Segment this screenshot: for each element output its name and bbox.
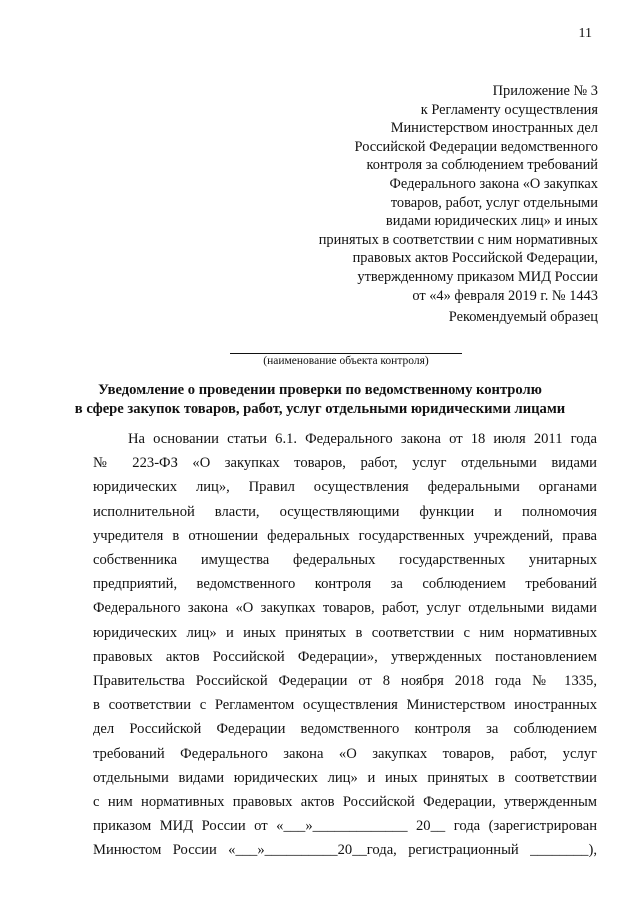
body-line: На основании статьи 6.1. Федерального закона от 18 июля 2011 года — [128, 431, 597, 447]
body-line: собственника имущества федеральных государственных унитарных — [93, 552, 597, 569]
body-line: приказом МИД России от «___»_____________ 20__ года (зарегистрирован — [93, 818, 597, 835]
appendix-line: товаров, работ, услуг отдельными — [390, 194, 598, 211]
notice-title — [40, 381, 600, 419]
body-line: юридических лиц» и иных принятых в соответствии с ним нормативных — [93, 624, 597, 641]
body-line: Минюстом России «___»__________20__года, регистрационный ________), — [93, 842, 597, 859]
body-line: № 223-ФЗ «О закупках товаров, работ, услуг отдельными видами — [93, 455, 597, 472]
body-line: исполнительной власти, осуществляющими функции и полномочия — [93, 503, 597, 520]
sample-label: Рекомендуемый образец — [448, 309, 598, 325]
body-line: Федерального закона «О закупках товаров, работ, услуг отдельными видами — [93, 600, 597, 617]
title-line: Уведомление о проведении проверки по ведомственному контролю — [98, 382, 542, 398]
appendix-line: Приложение № 3 — [492, 83, 598, 99]
object-name-underline — [230, 353, 462, 354]
body-line: дел Российской Федерации ведомственного контроля за соблюдением — [93, 721, 597, 738]
appendix-line: утвержденному приказом МИД России — [357, 268, 598, 285]
body-line: в соответствии с Регламентом осуществления Министерством иностранных — [93, 697, 597, 714]
body-line: учредителя в отношении федеральных государственных учреждений, права — [93, 527, 597, 544]
object-name-caption: (наименование объекта контроля) — [263, 355, 429, 367]
appendix-line: Российской Федерации ведомственного — [354, 138, 598, 155]
appendix-line: контроля за соблюдением требований — [366, 157, 598, 174]
appendix-line: к Регламенту осуществления — [420, 101, 598, 118]
appendix-reference-block — [319, 82, 598, 305]
title-line: в сфере закупок товаров, работ, услуг отдельными юридическими лицами — [74, 401, 566, 417]
body-line: с ним нормативных правовых актов Российской Федерации, утвержденным — [93, 794, 597, 811]
appendix-line: видами юридических лиц» и иных — [385, 213, 598, 230]
body-line: требований Федерального закона «О закупках товаров, работ, услуг — [93, 745, 597, 762]
appendix-line: принятых в соответствии с ним нормативных — [318, 231, 598, 248]
page-number: 11 — [578, 26, 592, 41]
body-line: предприятий, ведомственного контроля за соблюдением требований — [93, 576, 597, 593]
appendix-line: от «4» февраля 2019 г. № 1443 — [412, 287, 598, 304]
appendix-line: Министерством иностранных дел — [390, 120, 598, 137]
body-line: Правительства Российской Федерации от 8 ноября 2018 года № 1335, — [93, 673, 597, 690]
body-line: юридических лиц», Правил осуществления федеральными органами — [93, 479, 597, 496]
notice-body — [93, 427, 597, 863]
body-line: правовых актов Российской Федерации», утвержденных постановлением — [93, 648, 597, 665]
body-line: отдельными видами юридических лиц» и иных принятых в соответствии — [93, 769, 597, 786]
appendix-line: правовых актов Российской Федерации, — [352, 250, 598, 267]
appendix-line: Федерального закона «О закупках — [389, 175, 598, 192]
